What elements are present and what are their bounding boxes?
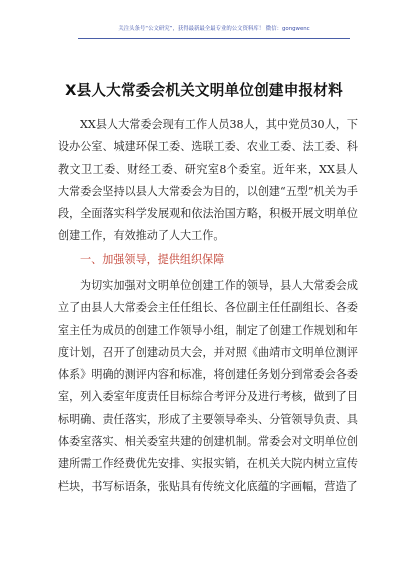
intro-paragraph: XX县人大常委会现有工作人员38人，其中党员30人，下设办公室、城建环保工委、选联工委、农业工委、法工委、科教文卫工委、财经工委、研究室8个委室。近年来，XX县人大常委会坚持以县人大常委会为目的，以创建“五型”机关为手段，全面落实科学发展观和依法治国方略，积极开展文明单位创建工作，有效推动了人大工作。 (58, 118, 358, 243)
section-heading: 一、加强领导，提供组织保障 (80, 253, 225, 266)
header-banner: 关注头条号“公文研究”，获得最新最全最专业的公文资料库！ 微信：gongwenc (78, 23, 350, 39)
section-paragraph: 为切实加强对文明单位创建工作的领导，县人大常委会成立了由县人大常委会主任任组长、各位副主任任副组长、各委室主任为成员的创建工作领导小组，制定了创建工作规划和年度计划，召开了创建动员大会，并对照《曲靖市文明单位测评体系》明确的测评内容和标准，将创建任务划分到常委会各委室，列入委室年度责任目标综合考评分及进行考核，做到了目标明确、责任落实，形成了主要领导牵头、分管领导负责、具体委室落实、相关委室共建的创建机制。常委会对文明单位创建所需工作经费优先安排、实报实销，在机关大院内树立宣传栏块，书写标语条，张贴具有传统文化底蕴的字画幅，营造了 (58, 279, 358, 493)
document-title: X县人大常委会机关文明单位创建申报材料 (65, 82, 343, 99)
